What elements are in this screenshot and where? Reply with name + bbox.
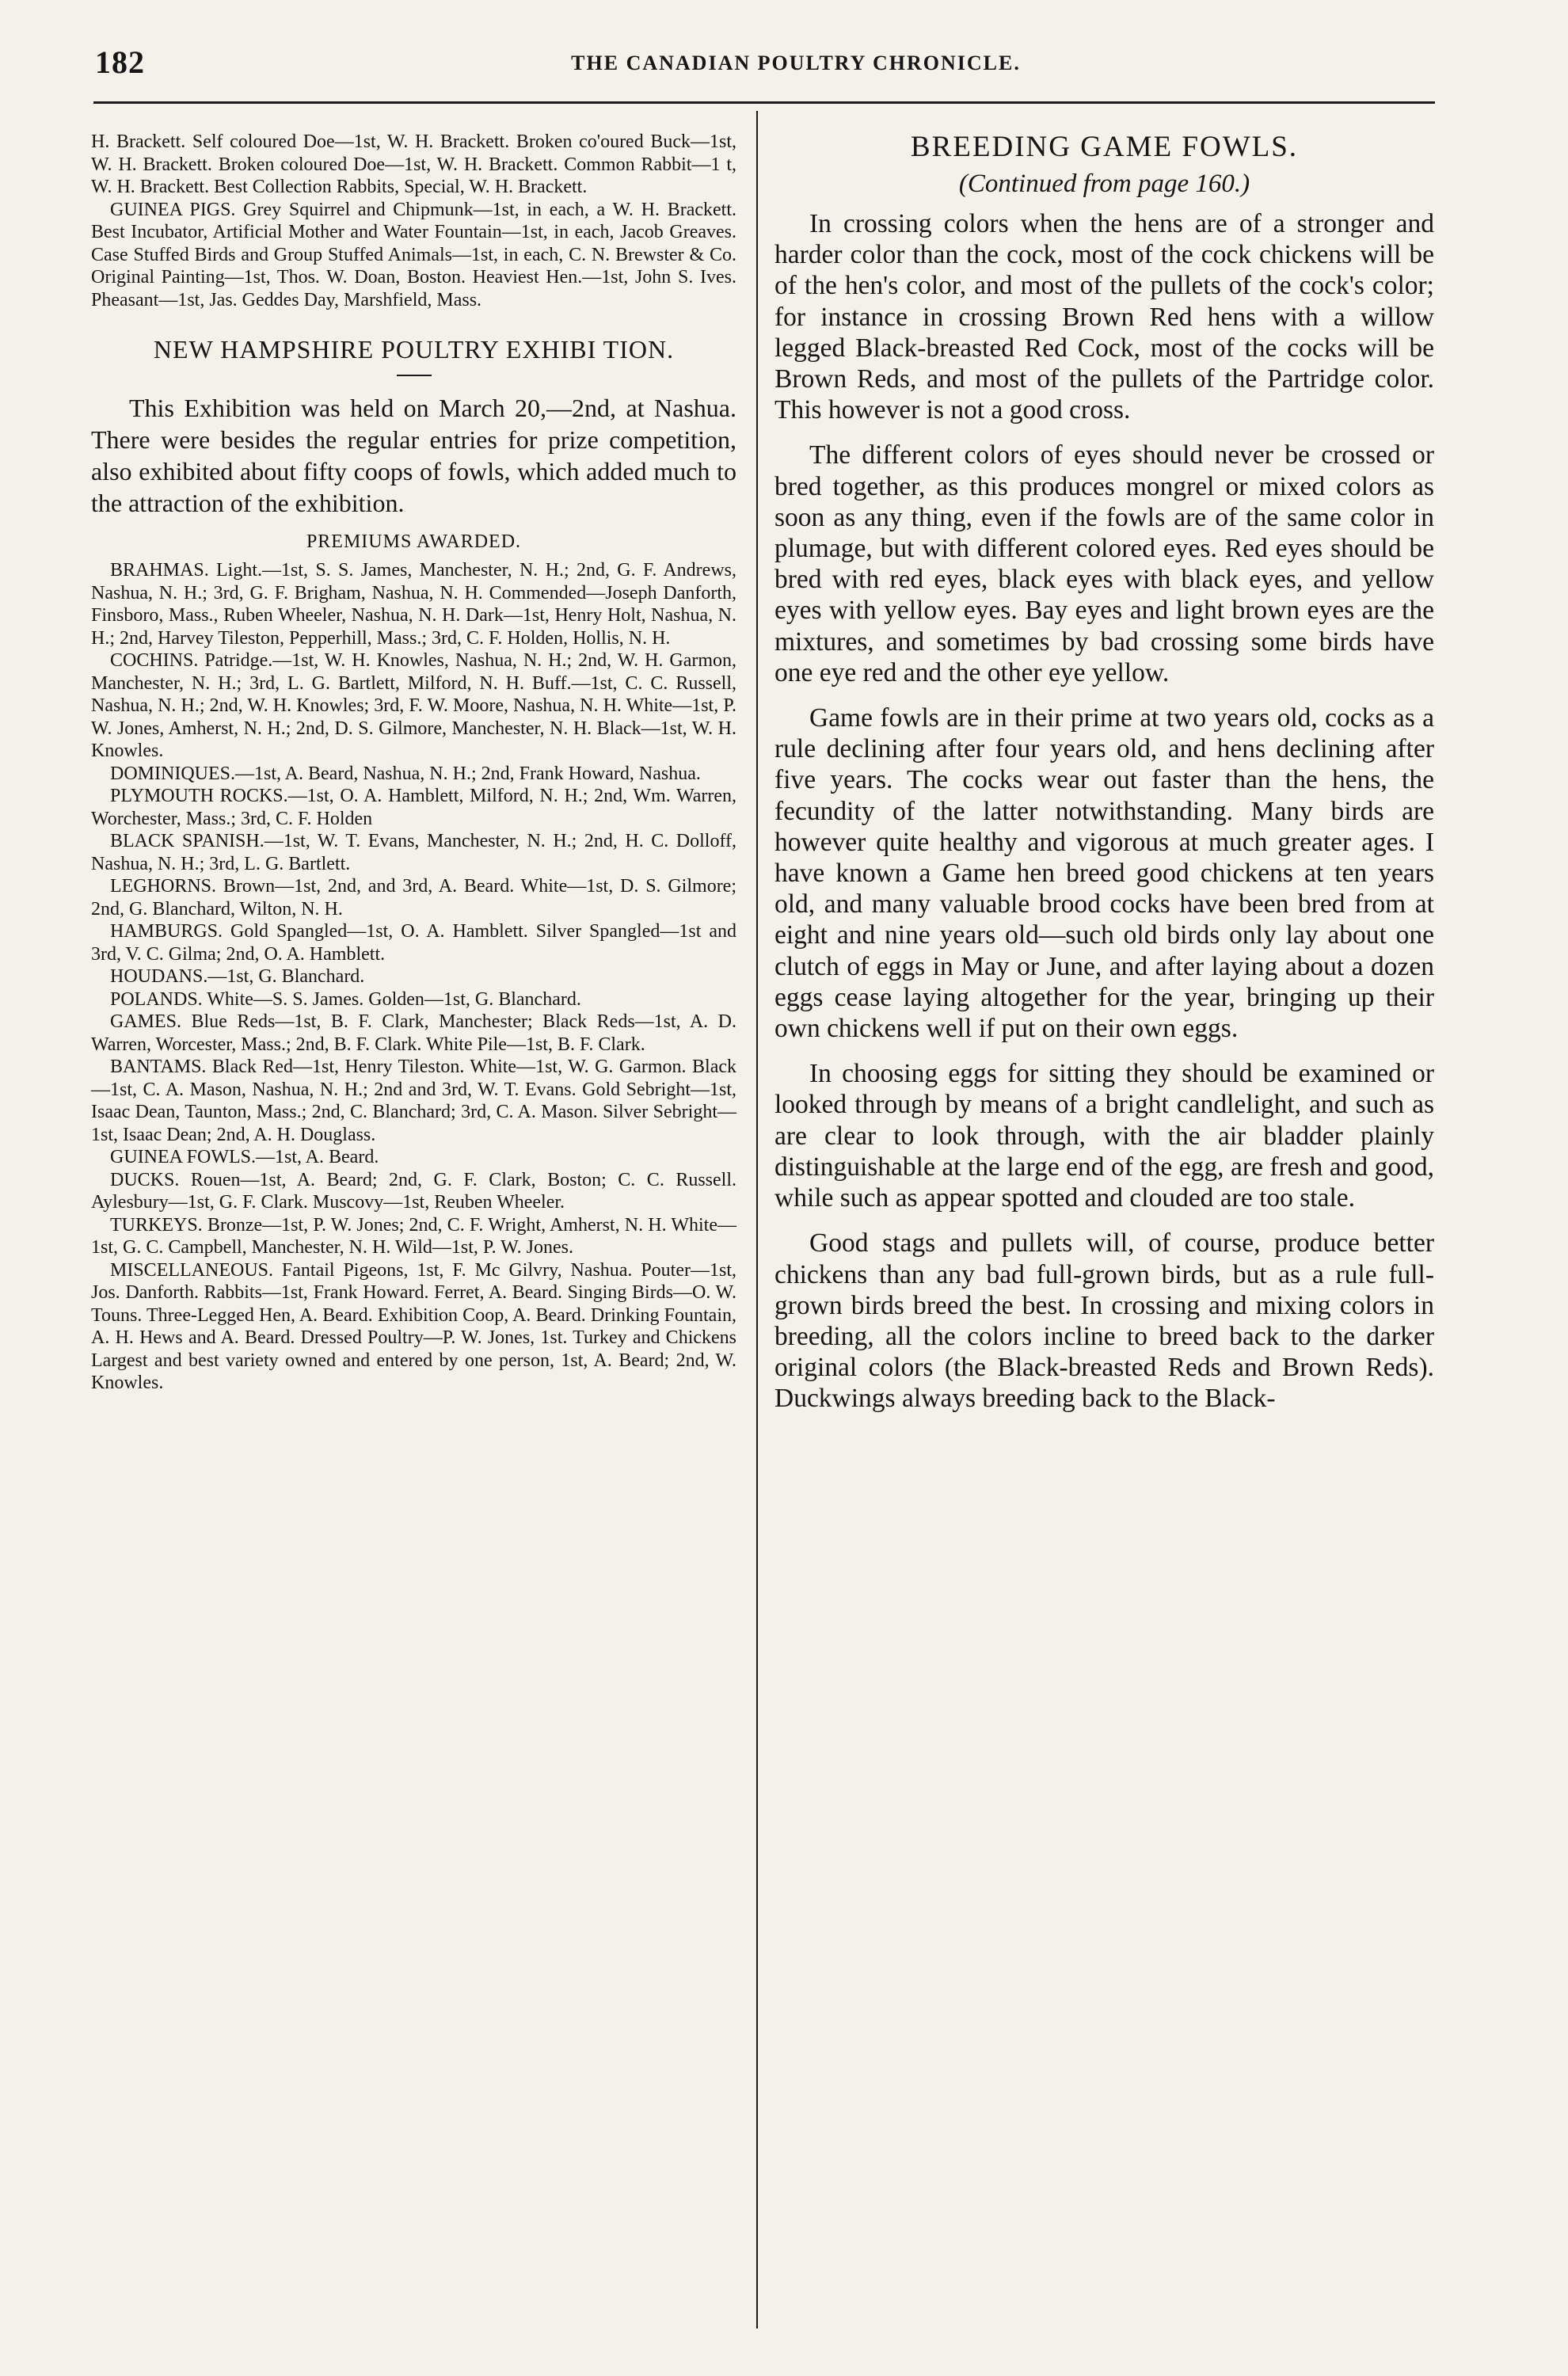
article-subtitle: (Continued from page 160.) [958, 169, 1250, 198]
article-paragraph: In choosing eggs for sitting they should be examined or looked through by means of a bright candlelight, and such as are clear to look through, with the air bladder plainly distinguishable at the large end of the egg, are fresh and good, while such as appear spotted and clouded are too stale. [774, 1059, 1434, 1213]
premiums-heading: PREMIUMS AWARDED. [306, 531, 522, 552]
article-paragraph: Good stags and pullets will, of course, produce better chickens than any bad full-grown birds, but as a rule full-grown birds breed the best. In crossing and mixing colors in breeding, all the colors incline to breed back to the darker original colors (the Black-breasted Reds and Brown Reds). Duckwings always breeding back to the Black- [774, 1228, 1434, 1414]
journal-title: THE CANADIAN POULTRY CHRONICLE. [571, 51, 1021, 74]
running-head [95, 44, 1433, 91]
section-title: NEW HAMPSHIRE POULTRY EXHIBI TION. [153, 335, 675, 364]
premium-entry: DOMINIQUES.—1st, A. Beard, Nashua, N. H.; 2nd, Frank Howard, Nashua. [110, 763, 701, 784]
carryover-paragraph: GUINEA PIGS. Grey Squirrel and Chipmunk—1st, in each, a W. H. Brackett. Best Incubator, Artificial Mother and Water Fountain—1st, in each, Jacob Greaves. Case Stuffed Birds and Group Stuffed Animals—1st, in each, C. N. Brewster & Co. Original Painting—1st, Thos. W. Doan, Boston. Heaviest Hen.—1st, John S. Ives. Pheasant—1st, Jas. Geddes Day, Marshfield, Mass. [91, 199, 736, 310]
article-paragraph: Game fowls are in their prime at two years old, cocks as a rule declining after four years old, and hens declining after five years. The cocks wear out faster than the hens, the fecundity of the latter notwithstanding. Many birds are however quite healthy and vigorous at much greater ages. I have known a Game hen breed good chickens at ten years old, and many valuable brood cocks have been bred from at eight and nine years old—such old birds only lay about one clutch of eggs in May or June, and after laying about a dozen eggs cease laying altogether for the year, bringing up their own chickens well if put on their own eggs. [774, 703, 1434, 1044]
premium-entry: LEGHORNS. Brown—1st, 2nd, and 3rd, A. Beard. White—1st, D. S. Gilmore; 2nd, G. Blanchard, Wilton, N. H. [91, 876, 736, 920]
premium-entry: POLANDS. White—S. S. James. Golden—1st, G. Blanchard. [110, 988, 581, 1010]
premium-entry: DUCKS. Rouen—1st, A. Beard; 2nd, G. F. Clark, Boston; C. C. Russell. Aylesbury—1st, G. F. Clark. Muscovy—1st, Reuben Wheeler. [91, 1169, 736, 1213]
carryover-paragraph: H. Brackett. Self coloured Doe—1st, W. H. Brackett. Broken co'oured Buck—1st, W. H. Brackett. Broken coloured Doe—1st, W. H. Brackett. Common Rabbit—1 t, W. H. Brackett. Best Collection Rabbits, Special, W. H. Brackett. [91, 131, 736, 197]
column-rule [756, 111, 758, 2328]
premium-entry: BLACK SPANISH.—1st, W. T. Evans, Manchester, N. H.; 2nd, H. C. Dolloff, Nashua, N. H.; 3rd, L. G. Bartlett. [91, 831, 736, 874]
premium-entry: MISCELLANEOUS. Fantail Pigeons, 1st, F. Mc Gilvry, Nashua. Pouter—1st, Jos. Danforth. Rabbits—1st, Frank Howard. Ferret, A. Beard. Singing Birds—O. W. Touns. Three-Legged Hen, A. Beard. Exhibition Coop, A. Beard. Drinking Fountain, A. H. Hews and A. Beard. Dressed Poultry—P. W. Jones, 1st. Turkey and Chickens Largest and best variety owned and entered by one person, 1st, A. Beard; 2nd, W. Knowles. [91, 1259, 736, 1393]
premium-entry: BRAHMAS. Light.—1st, S. S. James, Manchester, N. H.; 2nd, G. F. Andrews, Nashua, N. H.; 3rd, G. F. Brigham, Nashua, N. H. Commended—Joseph Danforth, Finsboro, Mass., Ruben Wheeler, Nashua, N. H. Dark—1st, Henry Holt, Nashua, N. H.; 2nd, Harvey Tileston, Pepperhill, Mass.; 3rd, C. F. Holden, Hollis, N. H. [91, 560, 736, 649]
page-number: 182 [95, 44, 145, 80]
premium-entry: TURKEYS. Bronze—1st, P. W. Jones; 2nd, C. F. Wright, Amherst, N. H. White—1st, G. C. Campbell, Manchester, N. H. Wild—1st, P. W. Jones. [91, 1214, 736, 1258]
article-body [774, 208, 1434, 1415]
premium-entry: GUINEA FOWLS.—1st, A. Beard. [110, 1147, 379, 1167]
header-rule [93, 101, 1435, 104]
premium-entry: HOUDANS.—1st, G. Blanchard. [110, 966, 365, 987]
intro-paragraph: This Exhibition was held on March 20,—2nd, at Nashua. There were besides the regular entries for prize competition, also exhibited about fifty coops of fowls, which added much to the attraction of the exhibition. [91, 394, 736, 517]
right-column [774, 131, 1434, 1429]
premium-entry: HAMBURGS. Gold Spangled—1st, O. A. Hamblett. Silver Spangled—1st and 3rd, V. C. Gilma; 2nd, O. A. Hamblett. [91, 921, 736, 965]
left-column [91, 131, 736, 1395]
article-paragraph: The different colors of eyes should never be crossed or bred together, as this produces mongrel or mixed colors as soon as any thing, even if the fowls are of the same color in plumage, but with different colored eyes. Red eyes should be bred with red eyes, black eyes with black eyes, and yellow eyes with yellow eyes. Bay eyes and light brown eyes are the mixtures, and sometimes by bad crossing some birds have one eye red and the other eye yellow. [774, 440, 1434, 687]
short-rule [397, 375, 432, 376]
premium-entry: GAMES. Blue Reds—1st, B. F. Clark, Manchester; Black Reds—1st, A. D. Warren, Worcester, Mass.; 2nd, B. F. Clark. White Pile—1st, B. F. Clark. [91, 1011, 736, 1055]
article-paragraph: In crossing colors when the hens are of a stronger and harder color than the cock, most of the cock chickens will be of the hen's color, and most of the pullets of the cock's color; for instance in crossing Brown Red hens with a willow legged Black-breasted Red Cock, most of the cocks will be Brown Reds, and most of the pullets of the Partridge color. This however is not a good cross. [774, 209, 1434, 425]
premium-entry: COCHINS. Patridge.—1st, W. H. Knowles, Nashua, N. H.; 2nd, W. H. Garmon, Manchester, N. H.; 3rd, L. G. Bartlett, Milford, N. H. Buff.—1st, C. C. Russell, Nashua, N. H.; 2nd, W. H. Knowles; 3rd, F. W. Moore, Nashua, N. H. White—1st, P. W. Jones, Amherst, N. H.; 2nd, D. S. Gilmore, Manchester, N. H. Black—1st, W. H. Knowles. [91, 650, 736, 761]
premium-entry: BANTAMS. Black Red—1st, Henry Tileston. White—1st, W. G. Garmon. Black—1st, C. A. Mason, Nashua, N. H.; 2nd and 3rd, W. T. Evans. Gold Sebright—1st, Isaac Dean, Taunton, Mass.; 2nd, C. Blanchard; 3rd, C. A. Mason. Silver Sebright—1st, Isaac Dean; 2nd, A. H. Douglass. [91, 1057, 736, 1145]
premiums-list [91, 559, 736, 1395]
carryover-text [91, 131, 736, 311]
article-title: BREEDING GAME FOWLS. [910, 131, 1299, 163]
premium-entry: PLYMOUTH ROCKS.—1st, O. A. Hamblett, Milford, N. H.; 2nd, Wm. Warren, Worchester, Mass.; 3rd, C. F. Holden [91, 786, 736, 829]
